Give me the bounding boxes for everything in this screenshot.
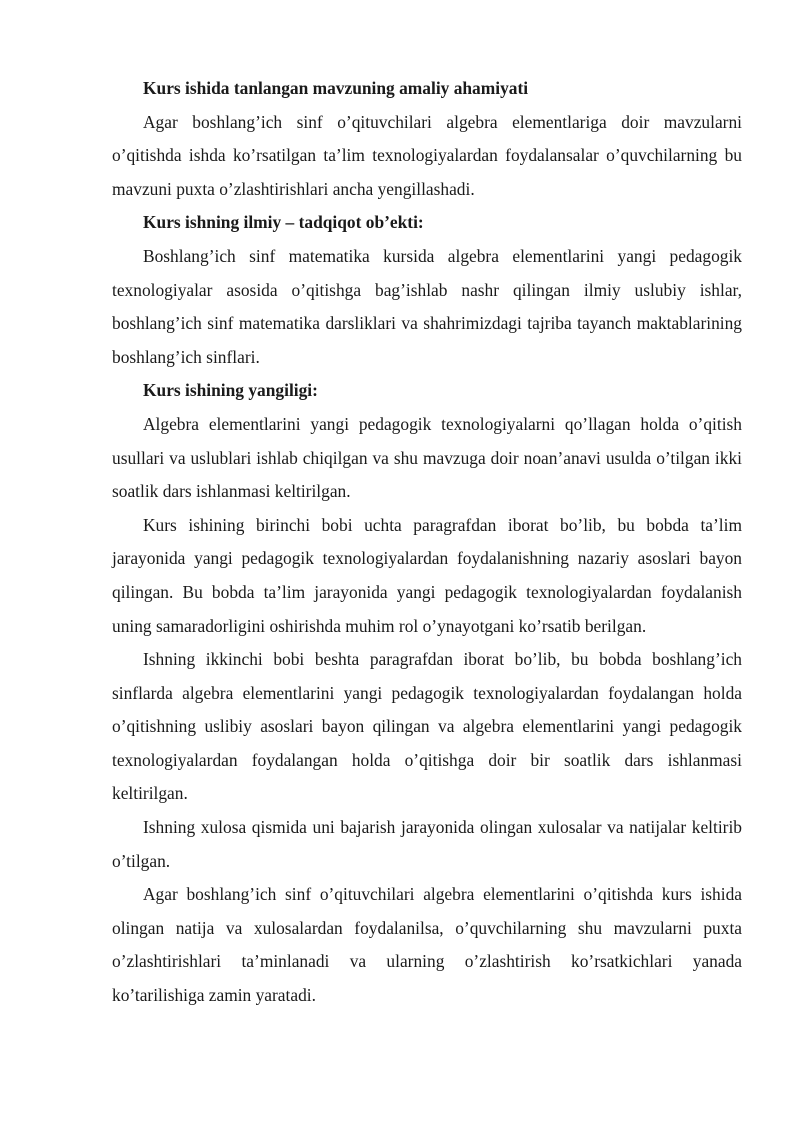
- paragraph-chapter-two: Ishning ikkinchi bobi beshta paragrafdan iborat bo’lib, bu bobda boshlang’ich sinflarda algebra elementlarini yangi pedagogik texnologiyalardan foydalangan holda o’qitishning uslibiy asoslari bayon qilingan va algebra elementlarini yangi pedagogik texnologiyalardan foydalangan holda o’qitishga doir bir soatlik dars ishlanmasi keltirilgan.: [112, 649, 742, 804]
- paragraph-novelty: Algebra elementlarini yangi pedagogik texnologiyalarni qo’llagan holda o’qitish usullari va uslublari ishlab chiqilgan va shu mavzuga doir noan’anavi usulda o’tilgan ikki soatlik dars ishlanmasi keltirilgan.: [112, 413, 742, 502]
- paragraph-chapter-one: Kurs ishining birinchi bobi uchta paragrafdan iborat bo’lib, bu bobda ta’lim jarayonida yangi pedagogik texnologiyalardan foydalanishning nazariy asoslari bayon qilingan. Bu bobda ta’lim jarayonida yangi pedagogik texnologiyalardan foydalanish uning samaradorligini oshirishda muhim rol o’ynayotgani ko’rsatib berilgan.: [112, 514, 742, 636]
- section-heading-practical-significance: Kurs ishida tanlangan mavzuning amaliy ahamiyati: [143, 78, 529, 98]
- section-heading-novelty: Kurs ishining yangiligi:: [143, 380, 318, 401]
- document-page: [112, 72, 742, 1013]
- paragraph-final: Agar boshlang’ich sinf o’qituvchilari algebra elementlarini o’qitishda kurs ishida olingan natija va xulosalardan foydalanilsa, o’quvchilarning shu mavzularni puxta o’zlashtirishlari ta’minlanadi va ularning o’zlashtirish ko’rsatkichlari yanada ko’tarilishiga zamin yaratadi.: [112, 884, 742, 1006]
- paragraph-research-object: Boshlang’ich sinf matematika kursida algebra elementlarini yangi pedagogik texnologiyalar asosida o’qitishga bag’ishlab nashr qilingan ilmiy uslubiy ishlar, boshlang’ich sinf matematika darsliklari va shahrimizdagi tajriba tayanch maktablarining boshlang’ich sinflari.: [112, 245, 742, 367]
- paragraph-conclusion-part: Ishning xulosa qismida uni bajarish jarayonida olingan xulosalar va natijalar keltirib o’tilgan.: [112, 817, 742, 871]
- section-heading-research-object: Kurs ishning ilmiy – tadqiqot ob’ekti:: [143, 212, 424, 233]
- paragraph-practical-significance: Agar boshlang’ich sinf o’qituvchilari algebra elementlariga doir mavzularni o’qitishda ishda ko’rsatilgan ta’lim texnologiyalardan foydalansalar o’quvchilarning bu mavzuni puxta o’zlashtirishlari ancha yengillashadi.: [112, 111, 742, 199]
